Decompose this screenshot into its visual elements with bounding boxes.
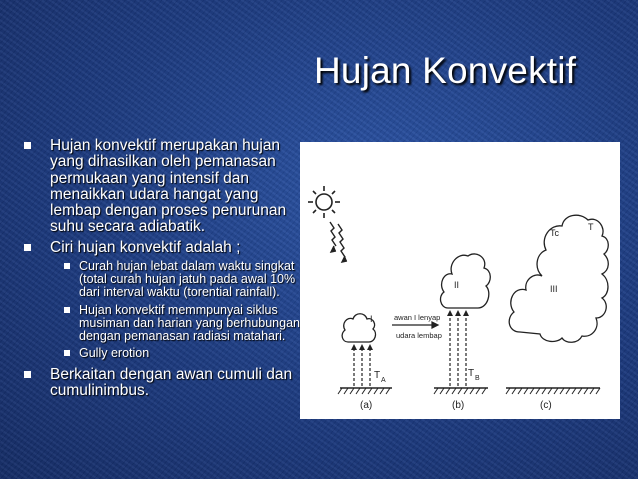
panel-label: (c) xyxy=(540,400,552,411)
square-bullet-icon xyxy=(64,263,70,269)
arrow-text: udara lembap xyxy=(396,331,442,340)
sub-bullet-item xyxy=(64,260,304,300)
temp-label: A xyxy=(381,377,386,384)
square-bullet-icon xyxy=(24,371,31,378)
temp-label: T xyxy=(588,222,594,232)
updraft-arrow-icon xyxy=(450,314,466,386)
square-bullet-icon xyxy=(64,307,70,313)
arrow-text: awan I lenyap xyxy=(394,313,441,322)
sub-bullet-text: Hujan konvektif memmpunyai siklus musiman dan harian yang berhubungan dengan pemanasan radiasi matahari. xyxy=(79,302,300,344)
temp-label: T xyxy=(374,370,381,381)
arrowhead-icon xyxy=(447,310,469,316)
bullet-list xyxy=(24,138,304,399)
bullet-item xyxy=(24,367,304,400)
sub-bullet-text: Curah hujan lebat dalam waktu singkat (total curah hujan jatuh pada awal 10% dari interval waktu (torential rainfall). xyxy=(79,259,296,300)
temp-label: Tc xyxy=(550,228,559,238)
convection-illustration xyxy=(300,142,620,419)
sub-bullet-text: Gully erotion xyxy=(79,346,150,361)
transition-arrow-icon xyxy=(392,322,438,328)
temp-label: B xyxy=(475,375,480,382)
panel-label: (a) xyxy=(360,400,373,411)
sub-bullet-item xyxy=(64,347,304,360)
radiation-arrow-icon xyxy=(330,222,347,262)
arrowhead-icon xyxy=(351,344,373,350)
bullet-text: Berkaitan dengan awan cumuli dan cumulinimbus. xyxy=(50,365,293,399)
bullet-item xyxy=(24,240,304,256)
updraft-arrow-icon xyxy=(354,348,370,386)
ground-hatch xyxy=(506,388,600,394)
cloud-icon xyxy=(441,254,491,308)
slide-title: Hujan Konvektif xyxy=(314,50,577,91)
square-bullet-icon xyxy=(24,142,31,149)
square-bullet-icon xyxy=(24,244,31,251)
ground-hatch xyxy=(338,388,390,394)
cloud-label: III xyxy=(550,284,558,294)
panel-label: (b) xyxy=(452,400,465,411)
sun-icon xyxy=(308,186,340,218)
bullet-item xyxy=(24,138,304,236)
temp-label: T xyxy=(468,368,475,379)
bullet-text: Ciri hujan konvektif adalah ; xyxy=(50,238,241,256)
cloud-label: I xyxy=(370,314,373,324)
ground-hatch xyxy=(434,388,486,394)
convection-diagram xyxy=(300,142,620,419)
sub-bullet-item xyxy=(64,304,304,344)
bullet-text: Hujan konvektif merupakan hujan yang dihasilkan oleh pemanasan permukaan yang intensif dan menaikkan udara hangat yang lembap dengan proses penurunan suhu secara adiabatik. xyxy=(50,137,287,236)
square-bullet-icon xyxy=(64,350,70,356)
cloud-label: II xyxy=(454,280,460,290)
